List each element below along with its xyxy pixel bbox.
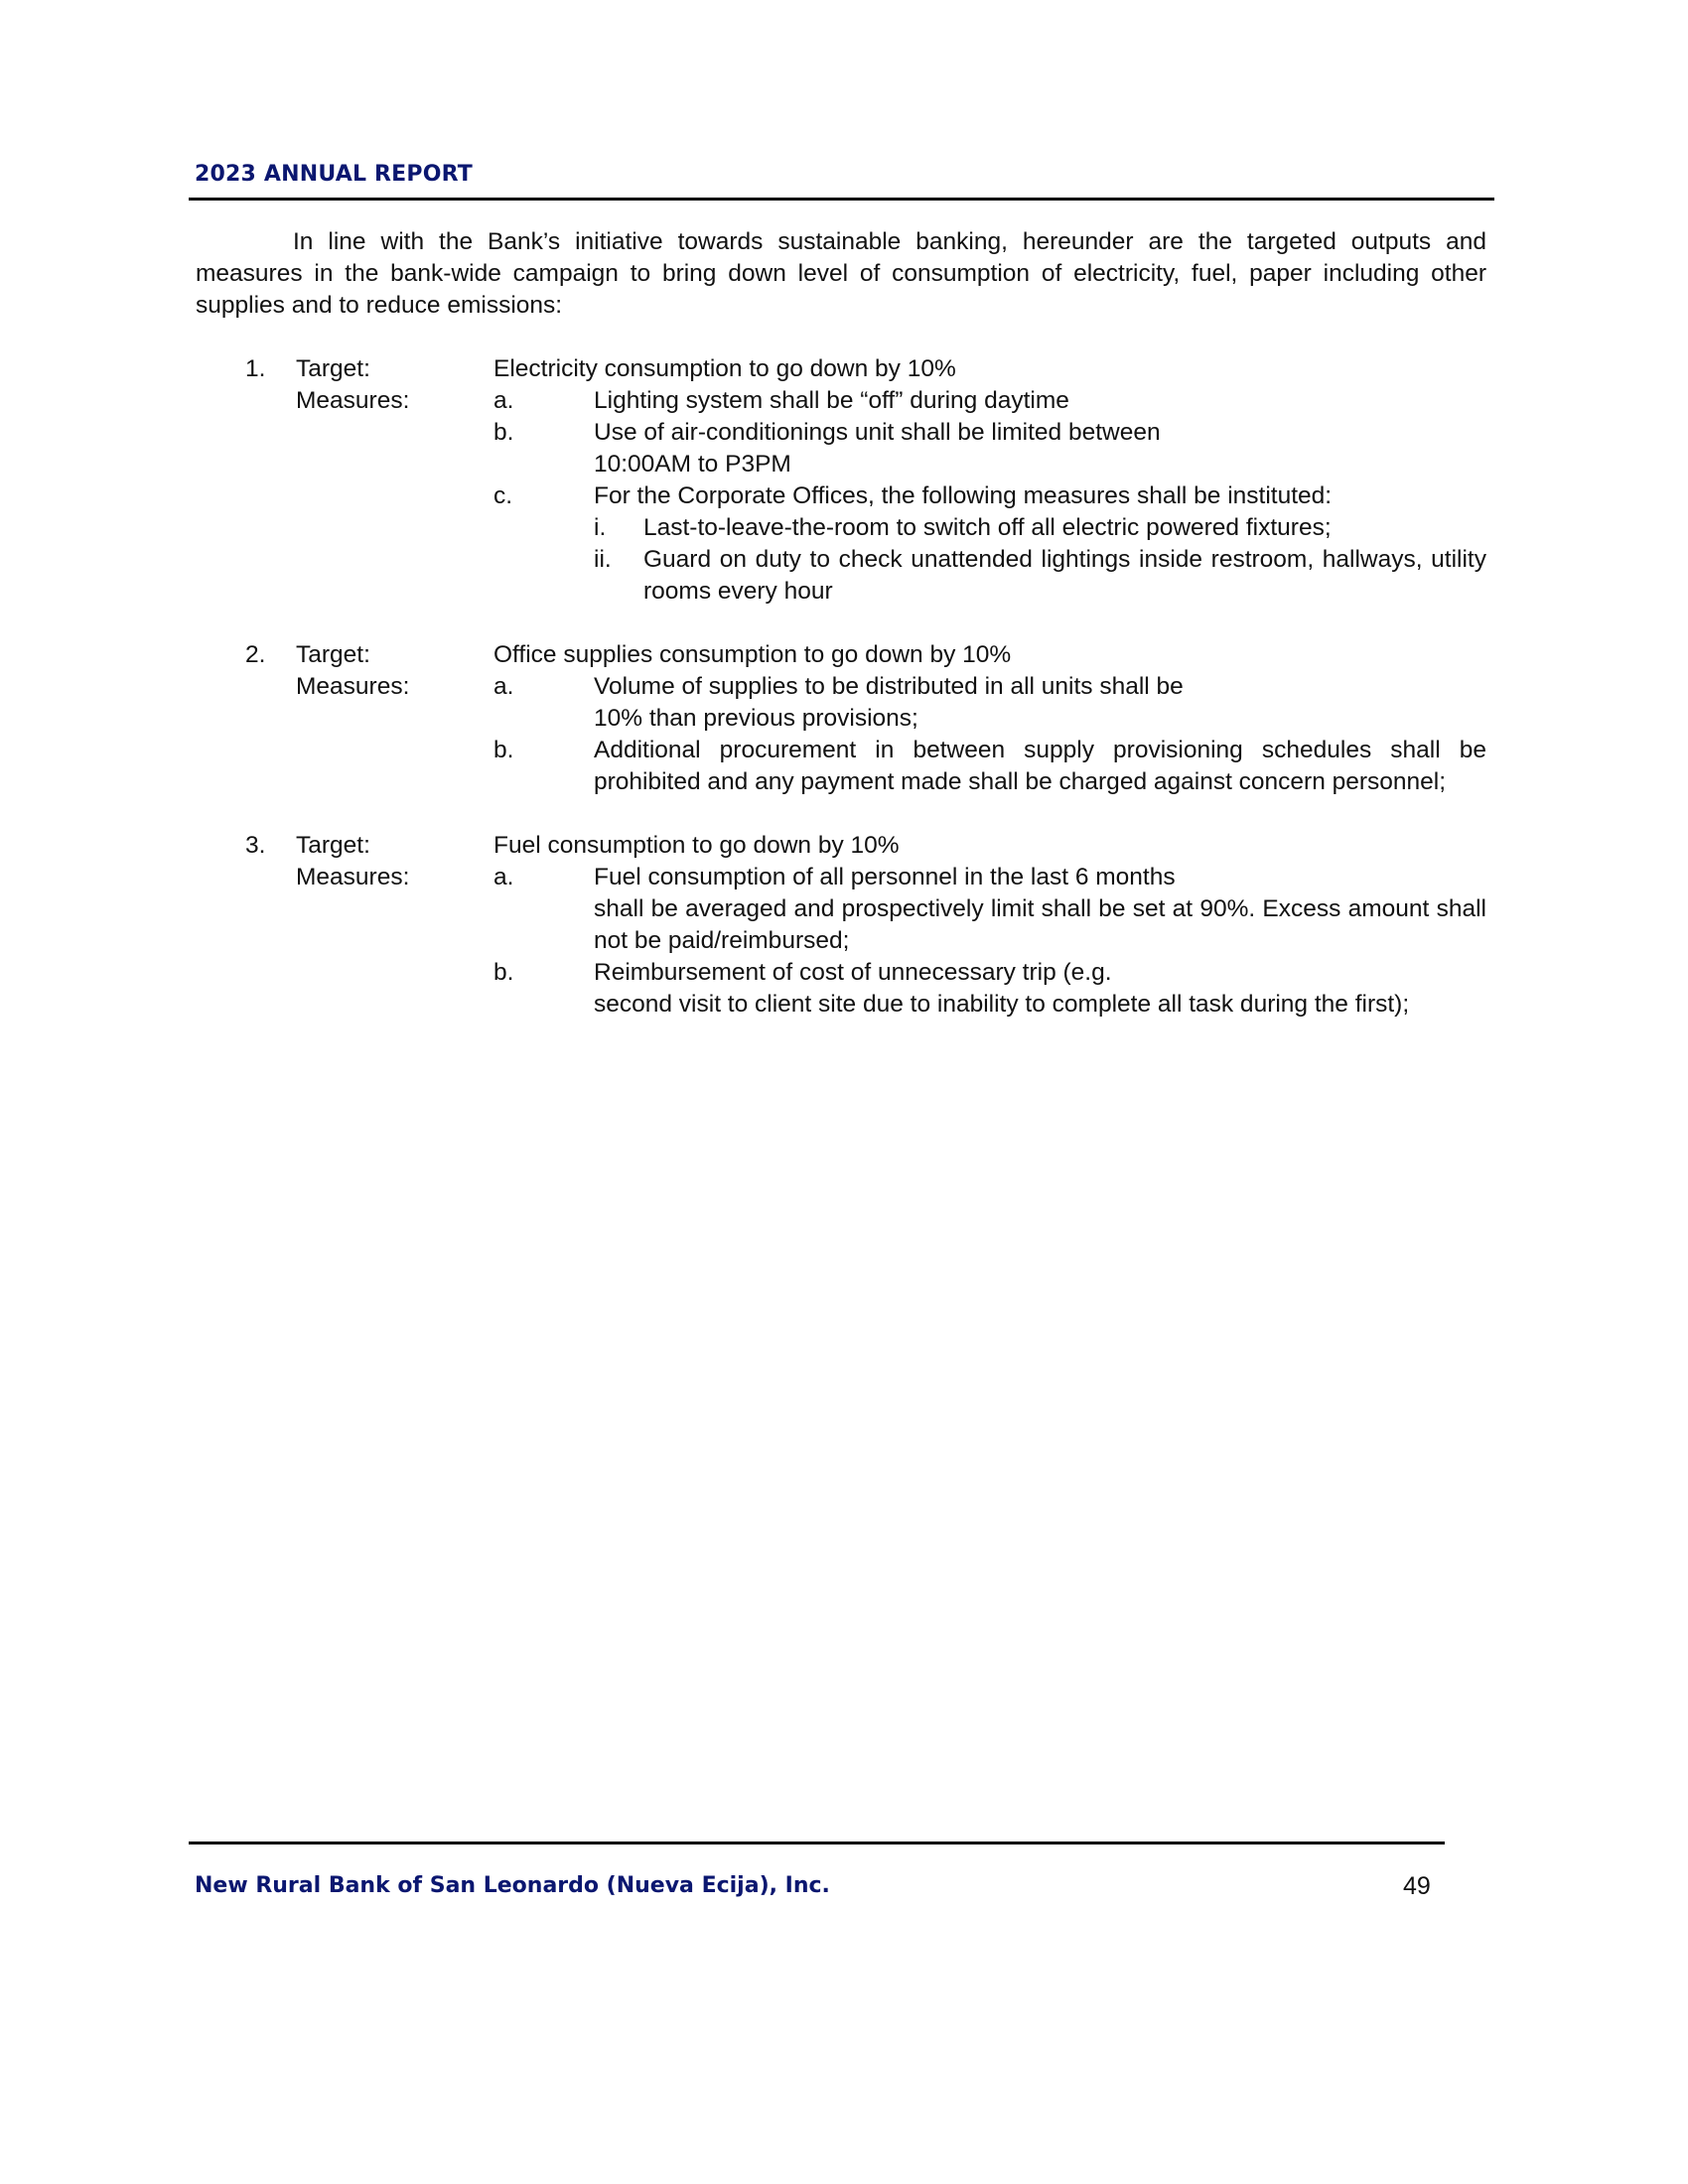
intro-paragraph: In line with the Bank’s initiative towards sustainable banking, hereunder are the targeted outputs and measures in the bank-wide campaign to bring down level of consumption of electricity, fuel, paper including other supplies and to reduce emissions: bbox=[196, 228, 1486, 319]
measure-letter: a. bbox=[493, 387, 514, 414]
target-text: Office supplies consumption to go down by 10% bbox=[493, 641, 1012, 668]
measure-letter: b. bbox=[493, 737, 514, 763]
measure-text: Lighting system shall be “off” during daytime bbox=[594, 387, 1069, 414]
item-number: 3. bbox=[245, 832, 266, 859]
report-header-title: 2023 ANNUAL REPORT bbox=[195, 162, 473, 187]
page-number: 49 bbox=[1403, 1872, 1431, 1900]
target-label: Target: bbox=[296, 641, 370, 668]
measure-letter: b. bbox=[493, 959, 514, 986]
target-item-1 bbox=[196, 353, 1486, 608]
measure-text-continued: shall be averaged and prospectively limit shall be set at 90%. Excess amount shall not be paid/reimbursed; bbox=[594, 895, 1486, 954]
measure-letter: b. bbox=[493, 419, 514, 446]
measure-letter: a. bbox=[493, 864, 514, 890]
measure-text: Fuel consumption of all personnel in the last 6 months bbox=[594, 864, 1176, 890]
header-rule bbox=[189, 198, 1494, 201]
target-item-2 bbox=[196, 639, 1486, 798]
sub-measure-text: Guard on duty to check unattended lightings inside restroom, hallways, utility rooms every hour bbox=[643, 546, 1486, 605]
measures-label: Measures: bbox=[296, 387, 410, 414]
sub-measure-number: i. bbox=[594, 514, 607, 541]
measures-label: Measures: bbox=[296, 864, 410, 890]
target-item-3 bbox=[196, 830, 1486, 1021]
measure-text: Additional procurement in between supply provisioning schedules shall be prohibited and any payment made shall be charged against concern personnel; bbox=[594, 737, 1486, 795]
measures-label: Measures: bbox=[296, 673, 410, 700]
target-text: Fuel consumption to go down by 10% bbox=[493, 832, 900, 859]
target-label: Target: bbox=[296, 355, 370, 382]
sub-measure-text: Last-to-leave-the-room to switch off all electric powered fixtures; bbox=[643, 514, 1332, 541]
target-text: Electricity consumption to go down by 10% bbox=[493, 355, 956, 382]
measure-text: Reimbursement of cost of unnecessary trip (e.g. bbox=[594, 959, 1112, 986]
measure-letter: a. bbox=[493, 673, 514, 700]
measure-text-continued: second visit to client site due to inability to complete all task during the first); bbox=[594, 991, 1410, 1018]
measure-text: Use of air-conditionings unit shall be limited between bbox=[594, 419, 1161, 446]
target-label: Target: bbox=[296, 832, 370, 859]
measure-text-continued: 10% than previous provisions; bbox=[594, 705, 918, 732]
measure-text: For the Corporate Offices, the following measures shall be instituted: bbox=[594, 482, 1333, 509]
sub-measure-number: ii. bbox=[594, 546, 612, 573]
footer-rule bbox=[189, 1842, 1445, 1844]
measure-text: Volume of supplies to be distributed in all units shall be bbox=[594, 673, 1184, 700]
footer-bank-name: New Rural Bank of San Leonardo (Nueva Ecija), Inc. bbox=[195, 1873, 830, 1898]
page-body bbox=[196, 226, 1486, 1052]
item-number: 1. bbox=[245, 355, 266, 382]
item-number: 2. bbox=[245, 641, 266, 668]
measure-text-continued: 10:00AM to P3PM bbox=[594, 451, 791, 478]
measure-letter: c. bbox=[493, 482, 513, 509]
